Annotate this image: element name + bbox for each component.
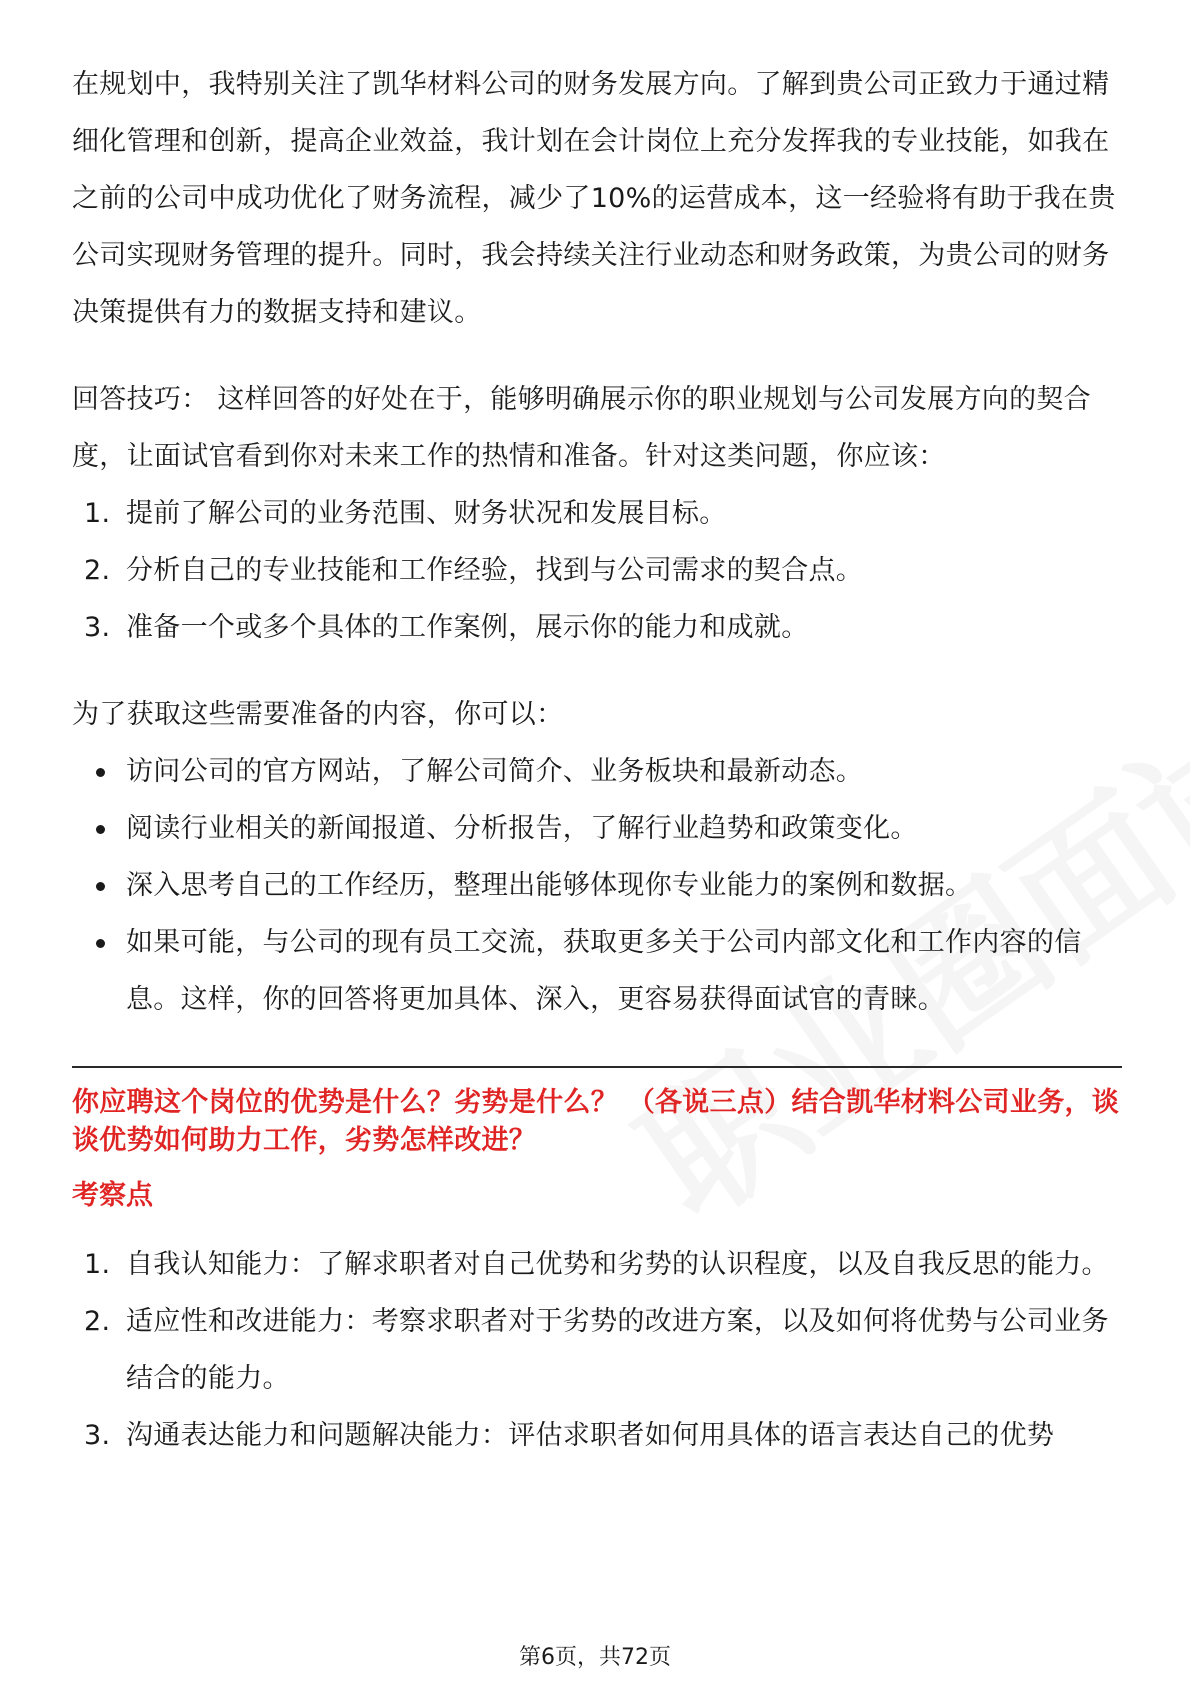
list-item-text: 适应性和改进能力：考察求职者对于劣势的改进方案，以及如何将优势与公司业务结合的能力。 bbox=[126, 1306, 1109, 1394]
list-item-text: 访问公司的官方网站，了解公司简介、业务板块和最新动态。 bbox=[126, 756, 864, 787]
list-item-text: 阅读行业相关的新闻报道、分析报告，了解行业趋势和政策变化。 bbox=[126, 813, 918, 844]
list-number: 3. bbox=[84, 1420, 111, 1451]
prep-intro: 为了获取这些需要准备的内容，你可以： bbox=[72, 699, 564, 730]
list-number: 1. bbox=[84, 1249, 111, 1280]
assessment-heading: 考察点 bbox=[72, 1180, 153, 1211]
bullet-icon bbox=[96, 825, 105, 834]
assessment-list bbox=[72, 1236, 1122, 1464]
section-divider bbox=[72, 1066, 1122, 1068]
list-item-text: 沟通表达能力和问题解决能力：评估求职者如何用具体的语言表达自己的优势 bbox=[126, 1420, 1055, 1451]
list-item bbox=[72, 800, 1122, 857]
list-item bbox=[72, 485, 1122, 542]
bullet-icon bbox=[96, 939, 105, 948]
prep-list bbox=[72, 743, 1122, 1028]
list-item-text: 准备一个或多个具体的工作案例，展示你的能力和成就。 bbox=[126, 612, 809, 643]
page-footer: 第6页，共72页 bbox=[519, 1645, 671, 1670]
list-item-text: 提前了解公司的业务范围、财务状况和发展目标。 bbox=[126, 498, 727, 529]
list-item-text: 如果可能，与公司的现有员工交流，获取更多关于公司内部文化和工作内容的信息。这样，你的回答将更加具体、深入，更容易获得面试官的青睐。 bbox=[126, 927, 1082, 1015]
bullet-icon bbox=[96, 882, 105, 891]
list-item bbox=[72, 599, 1122, 656]
question-heading: 你应聘这个岗位的优势是什么？劣势是什么？ （各说三点）结合凯华材料公司业务，谈谈优势如何助力工作，劣势怎样改进？ bbox=[72, 1087, 1120, 1156]
list-item-text: 分析自己的专业技能和工作经验，找到与公司需求的契合点。 bbox=[126, 555, 864, 586]
list-item bbox=[72, 1293, 1122, 1407]
tips-paragraph: 回答技巧： 这样回答的好处在于，能够明确展示你的职业规划与公司发展方向的契合度，让面试官看到你对未来工作的热情和准备。针对这类问题，你应该： bbox=[72, 384, 1091, 472]
list-item bbox=[72, 914, 1122, 1028]
list-item bbox=[72, 542, 1122, 599]
bullet-icon bbox=[96, 768, 105, 777]
list-number: 2. bbox=[84, 1306, 111, 1337]
list-number: 3. bbox=[84, 612, 111, 643]
list-item bbox=[72, 743, 1122, 800]
list-item-text: 深入思考自己的工作经历，整理出能够体现你专业能力的案例和数据。 bbox=[126, 870, 973, 901]
steps-list bbox=[72, 485, 1122, 656]
list-item-text: 自我认知能力：了解求职者对自己优势和劣势的认识程度，以及自我反思的能力。 bbox=[126, 1249, 1109, 1280]
list-number: 2. bbox=[84, 555, 111, 586]
list-item bbox=[72, 1407, 1122, 1464]
intro-paragraph: 在规划中，我特别关注了凯华材料公司的财务发展方向。了解到贵公司正致力于通过精细化管理和创新，提高企业效益，我计划在会计岗位上充分发挥我的专业技能，如我在之前的公司中成功优化了财务流程，减少了10%的运营成本，这一经验将有助于我在贵公司实现财务管理的提升。同时，我会持续关注行业动态和财务政策，为贵公司的财务决策提供有力的数据支持和建议。 bbox=[72, 69, 1116, 328]
document-page bbox=[72, 56, 1122, 1464]
list-number: 1. bbox=[84, 498, 111, 529]
list-item bbox=[72, 1236, 1122, 1293]
list-item bbox=[72, 857, 1122, 914]
